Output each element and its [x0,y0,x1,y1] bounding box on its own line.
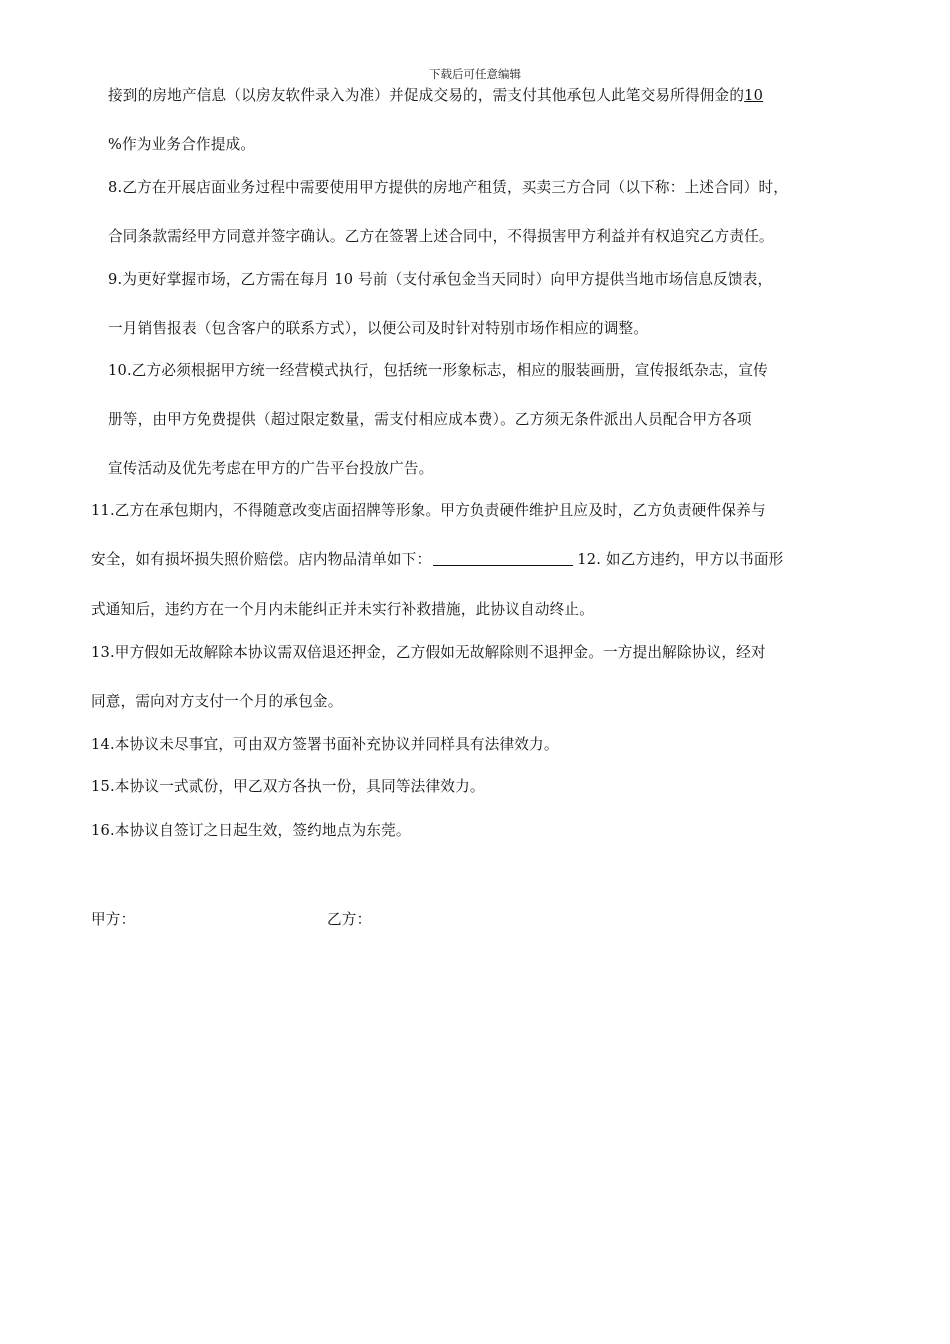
party-b-signature: 乙方： [327,911,372,928]
clause-7-line-1 [108,86,763,106]
item-list-blank [433,551,573,566]
clause-8-line-1: 8.乙方在开展店面业务过程中需要使用甲方提供的房地产租赁，买卖三方合同（以下称：上述合同）时， [108,179,789,196]
clause-text: 接到的房地产信息（以房友软件录入为准）并促成交易的，需支付其他承包人此笔交易所得佣金的 [108,87,745,104]
clause-8-line-2: 合同条款需经甲方同意并签字确认。乙方在签署上述合同中，不得损害甲方利益并有权追究乙方责任。 [108,228,774,245]
page-header: 下载后可任意编辑 [429,67,521,81]
clause-text: 12. 如乙方违约，甲方以书面形 [577,551,784,568]
commission-percent: 10 [744,87,764,104]
clause-14: 14.本协议未尽事宜，可由双方签署书面补充协议并同样具有法律效力。 [91,736,559,753]
party-a-signature: 甲方： [91,911,136,928]
clause-9-line-1: 9.为更好掌握市场，乙方需在每月 10 号前（支付承包金当天同时）向甲方提供当地市场信息反馈表， [108,271,773,288]
clause-10-line-2: 册等，由甲方免费提供（超过限定数量，需支付相应成本费）。乙方须无条件派出人员配合甲方各项 [108,411,752,428]
clause-16: 16.本协议自签订之日起生效，签约地点为东莞。 [91,822,411,839]
clause-11-line-1: 11.乙方在承包期内，不得随意改变店面招牌等形象。甲方负责硬件维护且应及时，乙方负责硬件保养与 [91,502,766,519]
clause-12-line-3: 式通知后，违约方在一个月内未能纠正并未实行补救措施，此协议自动终止。 [91,601,594,618]
clause-11-line-2 [91,550,783,570]
clause-13-line-1: 13.甲方假如无故解除本协议需双倍退还押金，乙方假如无故解除则不退押金。一方提出解除协议，经对 [91,644,766,661]
clause-10-line-3: 宣传活动及优先考虑在甲方的广告平台投放广告。 [108,460,434,477]
clause-15: 15.本协议一式贰份，甲乙双方各执一份，具同等法律效力。 [91,778,485,795]
clause-7-line-2: %作为业务合作提成。 [108,136,256,153]
clause-text: 安全，如有损坏损失照价赔偿。店内物品清单如下： [91,551,432,568]
clause-13-line-2: 同意，需向对方支付一个月的承包金。 [91,693,343,710]
clause-9-line-2: 一月销售报表（包含客户的联系方式），以便公司及时针对特别市场作相应的调整。 [108,320,649,337]
clause-10-line-1: 10.乙方必须根据甲方统一经营模式执行，包括统一形象标志，相应的服装画册，宣传报纸杂志，宣传 [108,362,768,379]
